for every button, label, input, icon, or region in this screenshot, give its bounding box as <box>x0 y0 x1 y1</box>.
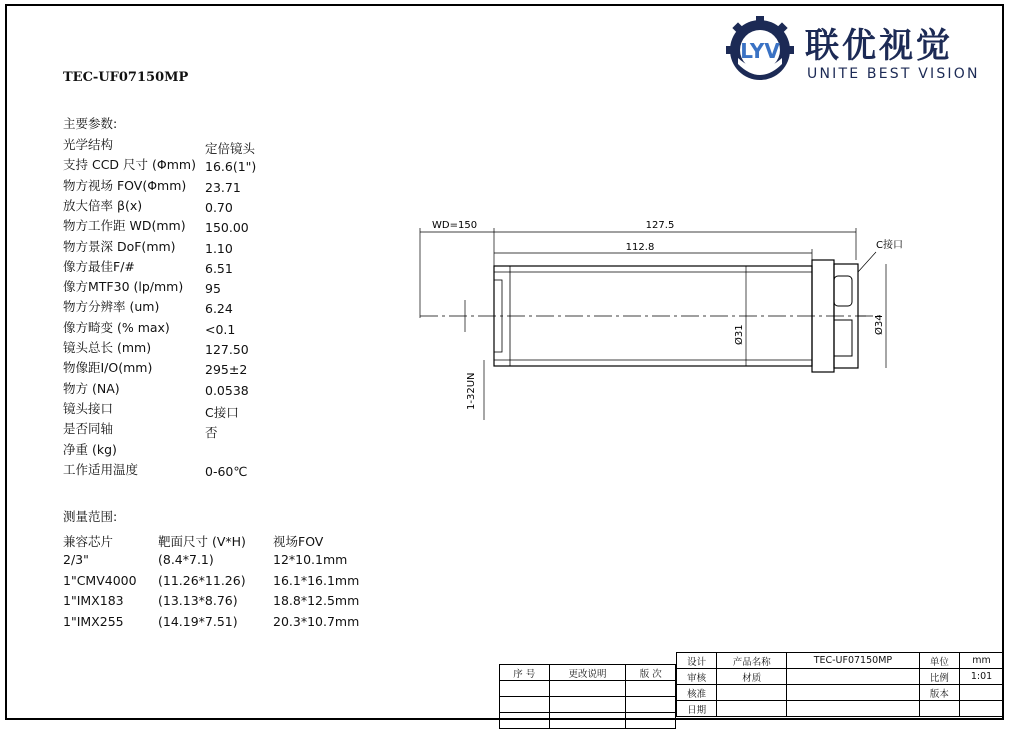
spec-value: 0-60℃ <box>205 463 248 479</box>
specs-heading: 主要参数: <box>63 116 118 131</box>
model-title: TEC-UF07150MP <box>63 70 189 85</box>
spec-value: 1.10 <box>205 240 233 256</box>
spec-label: 物像距I/O(mm) <box>63 360 153 376</box>
spec-value: C接口 <box>205 404 239 420</box>
measure-cell: 2/3" <box>63 552 89 567</box>
measure-cell: 12*10.1mm <box>273 552 348 567</box>
spec-label: 是否同轴 <box>63 421 114 437</box>
title-block: 设计 产品名称 TEC-UF07150MP 单位 mm 审核 材质 比例 1:01 核准 版本 日期 <box>676 652 1004 717</box>
measure-heading: 测量范围: <box>63 509 118 524</box>
spec-label: 像方最佳F/# <box>63 258 135 274</box>
spec-value: <0.1 <box>205 321 236 337</box>
measure-cell: (8.4*7.1) <box>158 552 214 567</box>
spec-label: 放大倍率 β(x) <box>63 197 143 213</box>
measure-cell: 1"IMX255 <box>63 613 124 629</box>
measure-cell: (13.13*8.76) <box>158 593 238 608</box>
measure-cell: 1"IMX183 <box>63 593 124 608</box>
measure-cell: 16.1*16.1mm <box>273 572 360 588</box>
spec-label: 镜头接口 <box>63 400 114 416</box>
spec-value: 16.6(1") <box>205 159 257 175</box>
wd-dim: WD=150 <box>432 220 478 231</box>
logo-english-name: UNITE BEST VISION <box>807 66 980 82</box>
measure-header: 靶面尺寸 (V*H) <box>158 534 246 549</box>
spec-value: 127.50 <box>205 342 249 357</box>
measure-cell: 18.8*12.5mm <box>273 593 360 608</box>
spec-label: 镜头总长 (mm) <box>63 340 152 355</box>
measure-header: 兼容芯片 <box>63 534 114 549</box>
spec-value: 0.0538 <box>205 382 249 398</box>
spec-label: 支持 CCD 尺寸 (Φmm) <box>63 157 196 173</box>
logo-chinese-name: 联优视觉 <box>805 26 953 66</box>
spec-label: 物方工作距 WD(mm) <box>63 218 186 234</box>
lens-drawing <box>410 210 910 440</box>
body-length-dim: 112.8 <box>625 242 655 253</box>
spec-value: 295±2 <box>205 362 248 378</box>
spec-label: 像方畸变 (% max) <box>63 319 170 335</box>
spec-label: 物方视场 FOV(Φmm) <box>63 177 187 193</box>
mount-diameter-dim: Ø34 <box>874 314 885 335</box>
spec-value: 0.70 <box>205 199 233 215</box>
spec-label: 物方景深 DoF(mm) <box>63 238 176 254</box>
measure-cell: (14.19*7.51) <box>158 613 238 629</box>
measure-cell: 1"CMV4000 <box>63 572 137 588</box>
body-diameter-dim: Ø31 <box>734 324 745 345</box>
revision-table: 序 号 更改说明 版 次 <box>499 664 676 729</box>
measure-header: 视场FOV <box>273 534 324 549</box>
spec-value: 150.00 <box>205 220 249 236</box>
spec-value: 95 <box>205 281 221 297</box>
spec-value: 6.51 <box>205 260 233 276</box>
spec-value: 6.24 <box>205 301 233 317</box>
spec-label: 光学结构 <box>63 137 114 152</box>
measure-cell: 20.3*10.7mm <box>273 613 360 629</box>
spec-label: 净重 (kg) <box>63 441 117 457</box>
mount-label: C接口 <box>876 240 903 251</box>
total-length-dim: 127.5 <box>645 220 675 231</box>
spec-value: 定倍镜头 <box>205 141 256 156</box>
thread-dim: 1-32UN <box>466 372 477 410</box>
spec-label: 物方分辨率 (um) <box>63 299 160 315</box>
spec-value: 23.71 <box>205 179 241 195</box>
logo-letters: LYV <box>740 39 780 63</box>
measure-cell: (11.26*11.26) <box>158 572 246 588</box>
spec-label: 物方 (NA) <box>63 380 120 396</box>
spec-label: 像方MTF30 (lp/mm) <box>63 279 184 295</box>
spec-label: 工作适用温度 <box>63 461 139 477</box>
spec-value: 否 <box>205 425 218 441</box>
